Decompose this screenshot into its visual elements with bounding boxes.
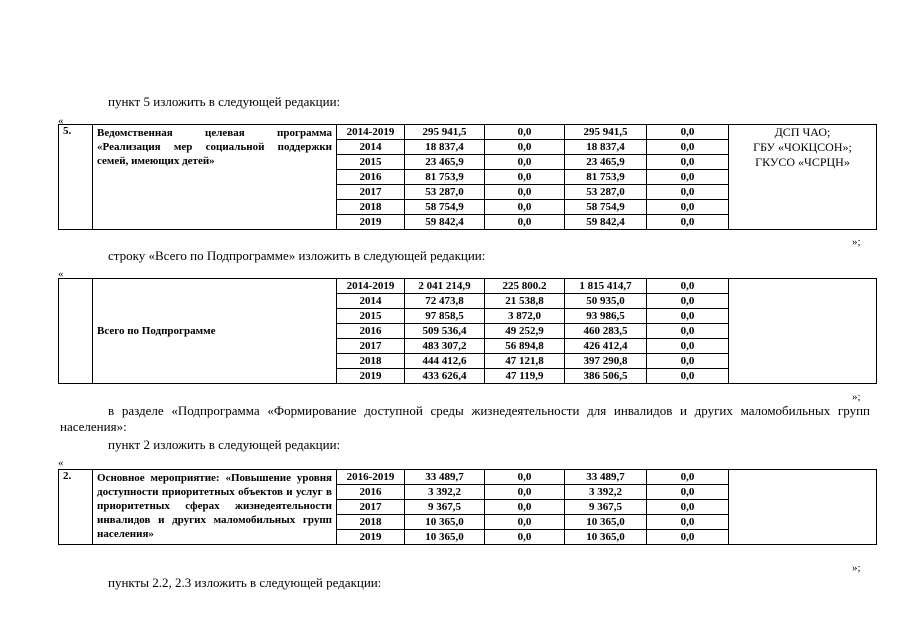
- close-quote-mark: »;: [852, 236, 861, 248]
- total-funding-cell: 18 837,4: [405, 140, 485, 155]
- total-funding-cell: 10 365,0: [405, 515, 485, 530]
- federal-funding-cell: 0,0: [485, 200, 565, 215]
- regional-funding-cell: 93 986,5: [565, 309, 647, 324]
- executor-line: ГКУСО «ЧСРЦН»: [755, 155, 850, 169]
- total-funding-cell: 59 842,4: [405, 215, 485, 230]
- measure-name-cell: Ведомственная целевая программа «Реализация мер социальной поддержки семей, имеющих детей»: [93, 125, 337, 230]
- federal-funding-cell: 0,0: [485, 140, 565, 155]
- year-cell: 2017: [337, 185, 405, 200]
- year-cell: 2016-2019: [337, 470, 405, 485]
- paragraph-section-instruction: в разделе «Подпрограмма «Формирование доступной среды жизнедеятельности для инвалидов и других маломобильных групп населения»:: [60, 403, 870, 434]
- regional-funding-cell: 50 935,0: [565, 294, 647, 309]
- other-funding-cell: 0,0: [647, 170, 729, 185]
- federal-funding-cell: 0,0: [485, 530, 565, 545]
- federal-funding-cell: 0,0: [485, 125, 565, 140]
- regional-funding-cell: 10 365,0: [565, 515, 647, 530]
- executor-line: ДСП ЧАО;: [774, 125, 831, 139]
- year-cell: 2017: [337, 500, 405, 515]
- total-funding-cell: 97 858,5: [405, 309, 485, 324]
- open-quote-mark-2: «: [58, 268, 64, 280]
- regional-funding-cell: 10 365,0: [565, 530, 647, 545]
- close-quote-mark-2: »;: [852, 391, 861, 403]
- total-funding-cell: 53 287,0: [405, 185, 485, 200]
- year-cell: 2018: [337, 354, 405, 369]
- total-funding-cell: 3 392,2: [405, 485, 485, 500]
- other-funding-cell: 0,0: [647, 140, 729, 155]
- federal-funding-cell: 0,0: [485, 470, 565, 485]
- other-funding-cell: 0,0: [647, 309, 729, 324]
- regional-funding-cell: 397 290,8: [565, 354, 647, 369]
- regional-funding-cell: 18 837,4: [565, 140, 647, 155]
- federal-funding-cell: 0,0: [485, 155, 565, 170]
- executor-line: ГБУ «ЧОКЦСОН»;: [753, 140, 852, 154]
- executor-cell: [729, 125, 877, 230]
- other-funding-cell: 0,0: [647, 530, 729, 545]
- year-cell: 2019: [337, 215, 405, 230]
- other-funding-cell: 0,0: [647, 200, 729, 215]
- other-funding-cell: 0,0: [647, 294, 729, 309]
- other-funding-cell: 0,0: [647, 215, 729, 230]
- regional-funding-cell: 9 367,5: [565, 500, 647, 515]
- executor-cell: [729, 470, 877, 545]
- paragraph-items-2-2-2-3-instruction: пункты 2.2, 2.3 изложить в следующей редакции:: [108, 575, 382, 590]
- other-funding-cell: 0,0: [647, 354, 729, 369]
- regional-funding-cell: 53 287,0: [565, 185, 647, 200]
- year-cell: 2017: [337, 339, 405, 354]
- regional-funding-cell: 33 489,7: [565, 470, 647, 485]
- total-funding-cell: 444 412,6: [405, 354, 485, 369]
- open-quote-mark: «: [58, 115, 64, 127]
- other-funding-cell: 0,0: [647, 485, 729, 500]
- other-funding-cell: 0,0: [647, 515, 729, 530]
- measure-name-cell: Основное мероприятие: «Повышение уровня доступности приоритетных объектов и услуг в приоритетных сферах жизнедеятельности инвалидов и других маломобильных групп населения»: [93, 470, 337, 545]
- federal-funding-cell: 21 538,8: [485, 294, 565, 309]
- total-funding-cell: 509 536,4: [405, 324, 485, 339]
- total-funding-cell: 433 626,4: [405, 369, 485, 384]
- year-cell: 2015: [337, 155, 405, 170]
- year-cell: 2016: [337, 485, 405, 500]
- other-funding-cell: 0,0: [647, 369, 729, 384]
- table-row: [59, 470, 877, 485]
- other-funding-cell: 0,0: [647, 185, 729, 200]
- table-subprogram-total: [58, 278, 877, 384]
- year-cell: 2014: [337, 140, 405, 155]
- row-number-cell: 5.: [59, 125, 93, 230]
- total-funding-cell: 295 941,5: [405, 125, 485, 140]
- federal-funding-cell: 0,0: [485, 515, 565, 530]
- paragraph-item-5-instruction: пункт 5 изложить в следующей редакции:: [108, 94, 341, 109]
- federal-funding-cell: 0,0: [485, 500, 565, 515]
- federal-funding-cell: 0,0: [485, 215, 565, 230]
- total-funding-cell: 72 473,8: [405, 294, 485, 309]
- year-cell: 2018: [337, 515, 405, 530]
- paragraph-total-row-instruction: строку «Всего по Подпрограмме» изложить в следующей редакции:: [108, 248, 486, 263]
- regional-funding-cell: 386 506,5: [565, 369, 647, 384]
- federal-funding-cell: 3 872,0: [485, 309, 565, 324]
- year-cell: 2015: [337, 309, 405, 324]
- federal-funding-cell: 47 119,9: [485, 369, 565, 384]
- regional-funding-cell: 460 283,5: [565, 324, 647, 339]
- federal-funding-cell: 0,0: [485, 185, 565, 200]
- regional-funding-cell: 23 465,9: [565, 155, 647, 170]
- total-funding-cell: 483 307,2: [405, 339, 485, 354]
- other-funding-cell: 0,0: [647, 470, 729, 485]
- regional-funding-cell: 3 392,2: [565, 485, 647, 500]
- table-item-5: [58, 124, 877, 230]
- total-funding-cell: 9 367,5: [405, 500, 485, 515]
- total-funding-cell: 58 754,9: [405, 200, 485, 215]
- total-funding-cell: 81 753,9: [405, 170, 485, 185]
- year-cell: 2016: [337, 324, 405, 339]
- row-number-cell: 2.: [59, 470, 93, 545]
- year-cell: 2018: [337, 200, 405, 215]
- regional-funding-cell: 426 412,4: [565, 339, 647, 354]
- regional-funding-cell: 1 815 414,7: [565, 279, 647, 294]
- year-cell: 2014-2019: [337, 279, 405, 294]
- total-funding-cell: 33 489,7: [405, 470, 485, 485]
- year-cell: 2019: [337, 369, 405, 384]
- other-funding-cell: 0,0: [647, 155, 729, 170]
- row-number-cell: [59, 279, 93, 384]
- federal-funding-cell: 225 800.2: [485, 279, 565, 294]
- other-funding-cell: 0,0: [647, 339, 729, 354]
- regional-funding-cell: 58 754,9: [565, 200, 647, 215]
- total-funding-cell: 2 041 214,9: [405, 279, 485, 294]
- federal-funding-cell: 0,0: [485, 170, 565, 185]
- paragraph-item-2-instruction: пункт 2 изложить в следующей редакции:: [108, 437, 341, 452]
- other-funding-cell: 0,0: [647, 324, 729, 339]
- regional-funding-cell: 59 842,4: [565, 215, 647, 230]
- regional-funding-cell: 81 753,9: [565, 170, 647, 185]
- open-quote-mark-3: «: [58, 457, 64, 469]
- total-funding-cell: 10 365,0: [405, 530, 485, 545]
- other-funding-cell: 0,0: [647, 125, 729, 140]
- close-quote-mark-3: »;: [852, 562, 861, 574]
- federal-funding-cell: 47 121,8: [485, 354, 565, 369]
- year-cell: 2014: [337, 294, 405, 309]
- measure-name-cell: Всего по Подпрограмме: [93, 279, 337, 384]
- year-cell: 2019: [337, 530, 405, 545]
- table-row: [59, 125, 877, 140]
- total-funding-cell: 23 465,9: [405, 155, 485, 170]
- federal-funding-cell: 49 252,9: [485, 324, 565, 339]
- federal-funding-cell: 56 894,8: [485, 339, 565, 354]
- year-cell: 2016: [337, 170, 405, 185]
- regional-funding-cell: 295 941,5: [565, 125, 647, 140]
- federal-funding-cell: 0,0: [485, 485, 565, 500]
- other-funding-cell: 0,0: [647, 279, 729, 294]
- table-item-2: [58, 469, 877, 545]
- table-row: [59, 279, 877, 294]
- executor-cell: [729, 279, 877, 384]
- year-cell: 2014-2019: [337, 125, 405, 140]
- other-funding-cell: 0,0: [647, 500, 729, 515]
